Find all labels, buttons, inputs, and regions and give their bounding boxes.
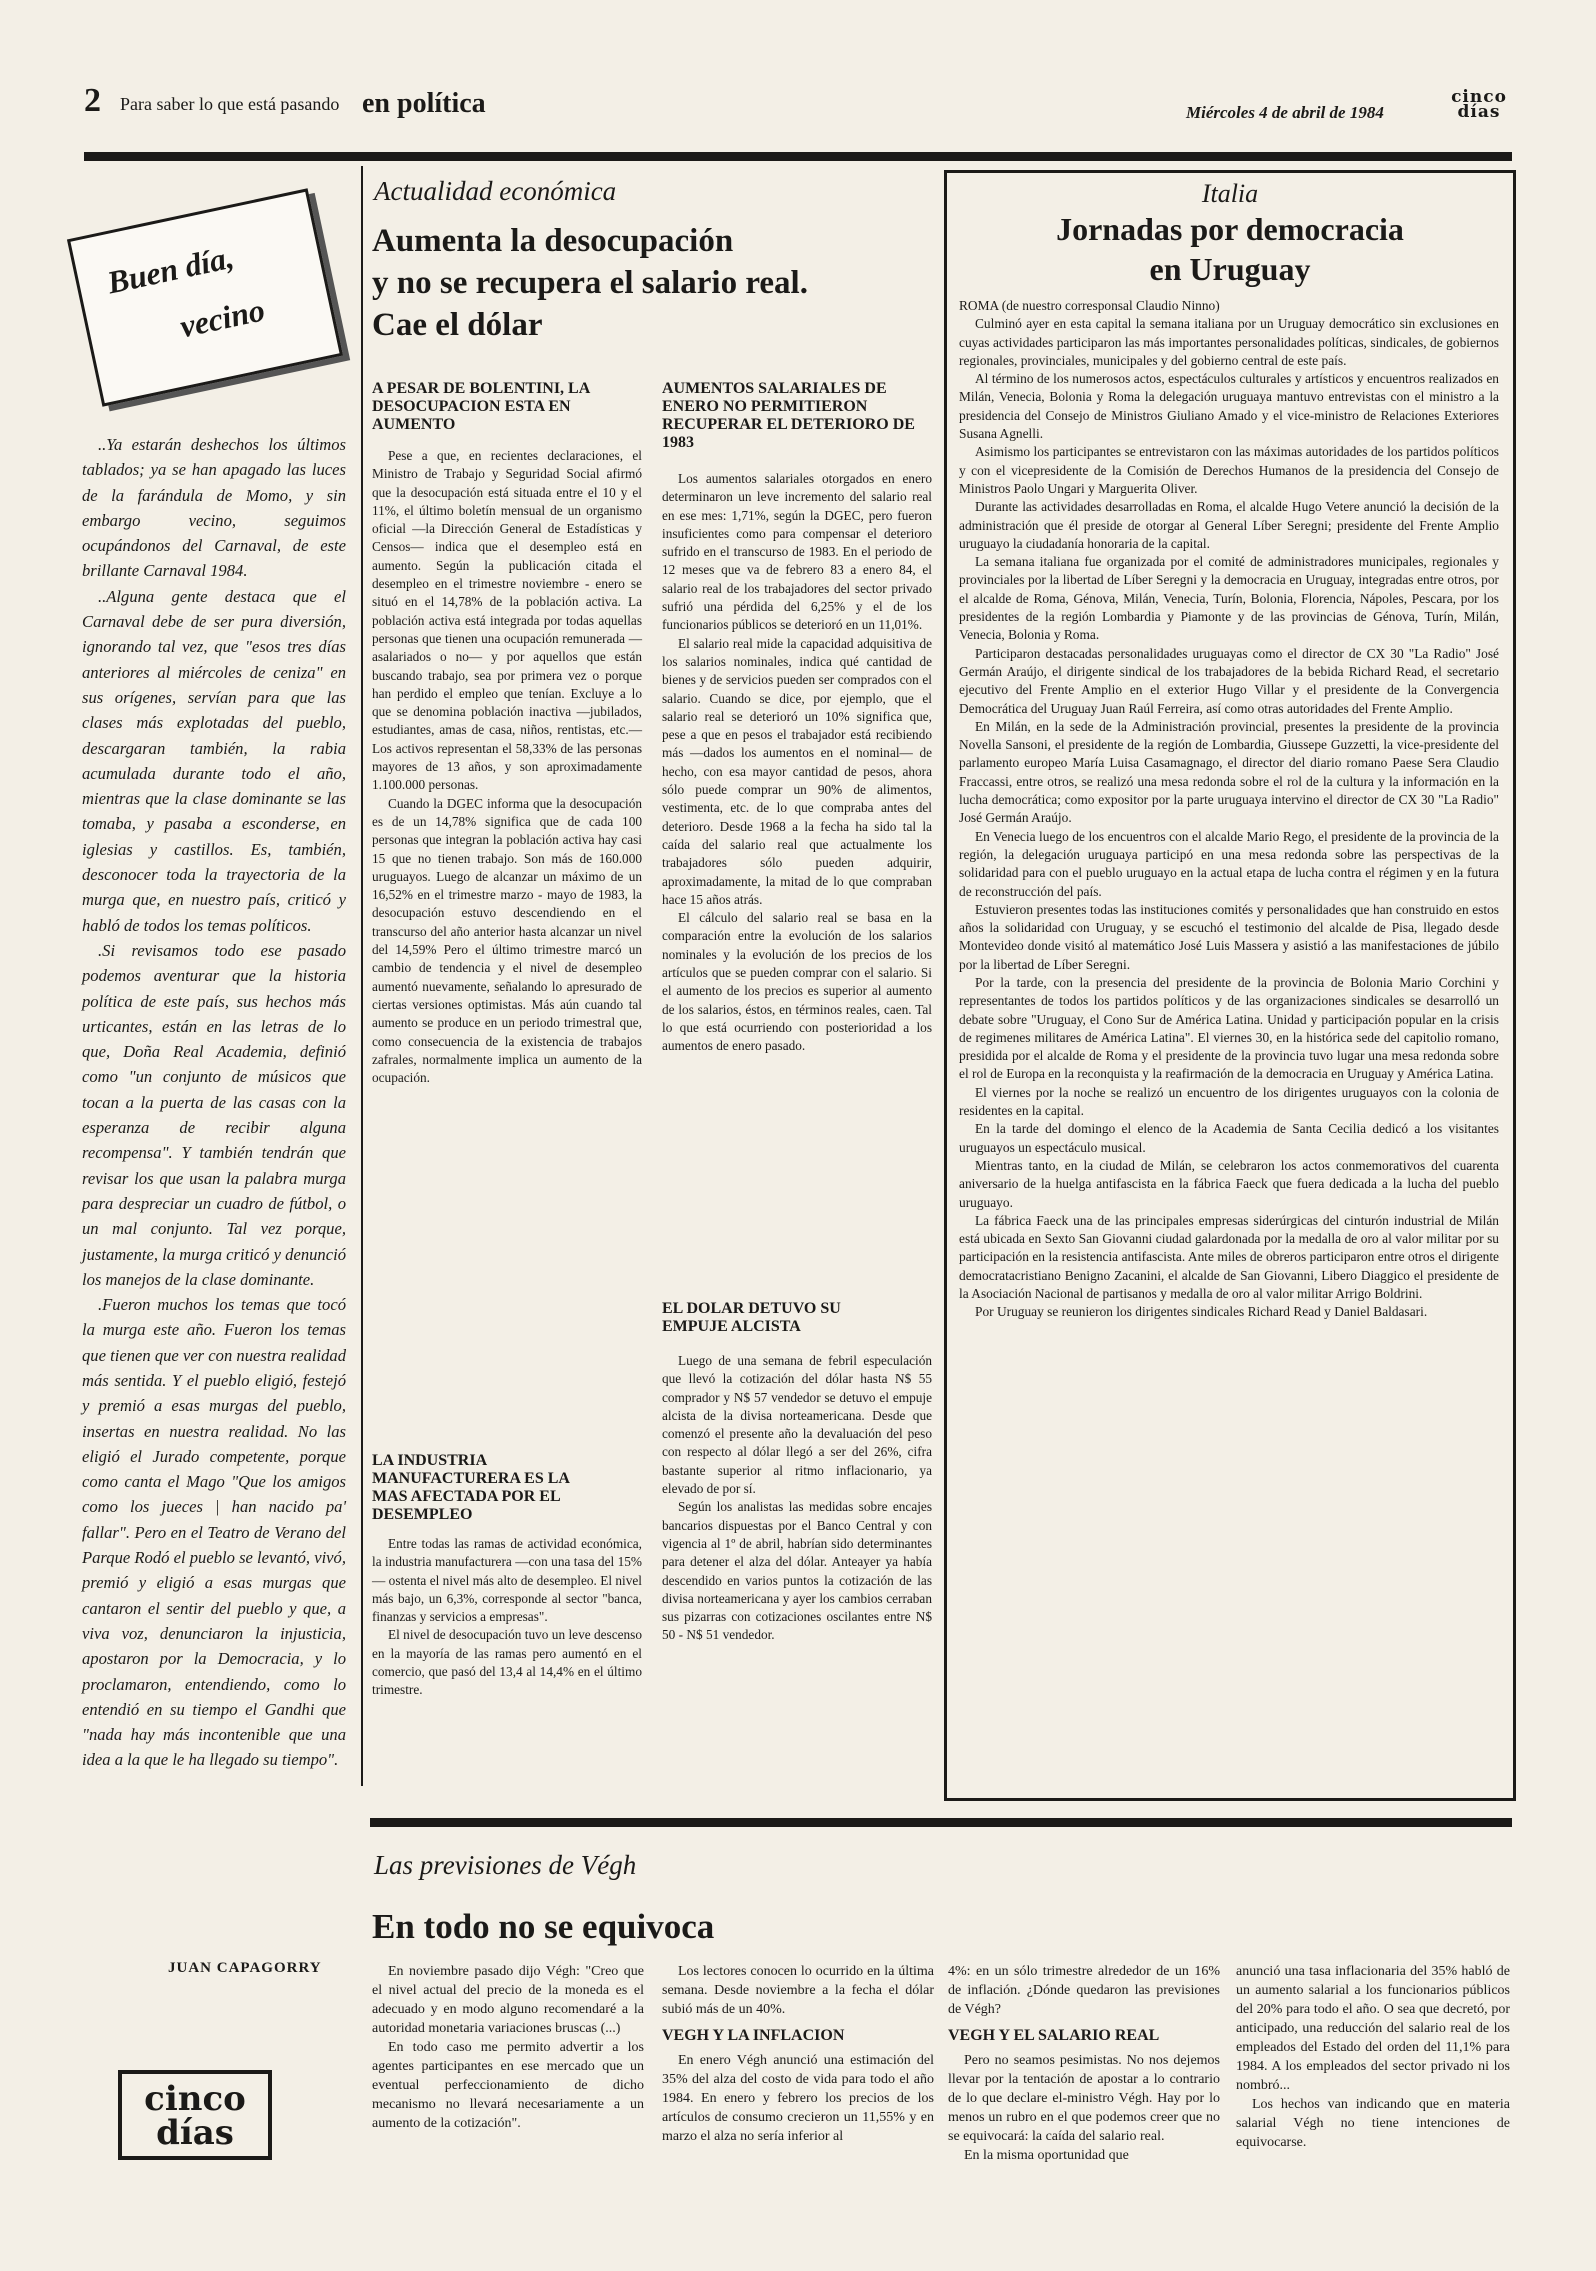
italia-body — [959, 297, 1499, 1322]
article-paragraph: En Venecia luego de los encuentros con el alcalde Mario Rego, el presidente de la provincia de la región, la delegación uruguaya participó en una mesa redonda sobre las perspectivas de la solidaridad para con el pueblo uruguayo en la actual etapa de lucha contra el régimen y en la futura de reconstrucción del país. — [959, 828, 1499, 899]
article-paragraph: La fábrica Faeck una de las principales empresas siderúrgicas del cinturón industrial de Milán está ubicada en Sexto San Giovanni ciudad galardonada por la medalla de oro al valor militar por su participación en la resistencia antifascista. Ante miles de obreros participaron entre otros el dirigente democratacristiano Benigno Zacanini, el alcalde de San Giovanni, Libero Diaggico el presidente de la Asociación Nacional de partisanos y medalla de oro al valor militar Arrigo Boldrini. — [959, 1212, 1499, 1302]
headline-line: Jornadas por democracia — [1056, 211, 1404, 247]
article-paragraph: Los hechos van indicando que en materia salarial Végh no tiene intenciones de equivocarse. — [1236, 2097, 1510, 2150]
article-paragraph: El viernes por la noche se realizó un encuentro de los dirigentes uruguayos con la colonia de residentes en la capital. — [959, 1084, 1499, 1119]
economy-subhead-salaries: AUMENTOS SALARIALES DE ENERO NO PERMITIERON RECUPERAR EL DETERIORO DE 1983 — [662, 380, 915, 451]
article-paragraph: En la misma oportunidad que — [964, 2148, 1129, 2163]
article-paragraph: Los aumentos salariales otorgados en enero determinaron un leve incremento del salario real en ese mes: 1,71%, según la DGEC, pero fueron insuficientes como para compensar el deterioro sufrido en el transcurso de 1983. En el periodo de 12 meses que va de febrero 83 a enero 84, el salario real de los trabajadores del sector privado sufrió una pérdida del 6,25% y el de los funcionarios públicos se deterioró en un 11,01%. — [662, 471, 932, 633]
article-paragraph: Estuvieron presentes todas las instituciones comités y personalidades que han construido en estos años la solidaridad con Uruguay, y se escuchó el testimonio del alcalde de Pisa, llegado desde Montevideo donde visitó al matemático José Luis Massera y asistió a las manifestaciones de júbilo por la libertad de Líber Seregni. — [959, 901, 1499, 972]
article-paragraph: Al término de los numerosos actos, espectáculos culturales y artísticos y encuentros realizados en Milán, Venecia, Bolonia y Roma la delegación uruguaya mantuvo entrevistas con el ministro a la presidencia del Consejo de Ministros Giuliano Amado y el vice-ministro de Relaciones Exteriores Susana Agnelli. — [959, 371, 1499, 442]
economy-column-2 — [662, 470, 932, 1056]
article-paragraph: La semana italiana fue organizada por el comité de administradores municipales, regionales y provinciales por la libertad de Líber Seregni y la democracia en Uruguay, integradas entre otros, por el alcalde de Roma, Génova, Milán, Venecia, Turín, Bolonia, Florencia, Nápoles, Pescara, por los presidentes de la región Lombardia y Piamonte y de las provincias de Génova, Turín, Milán, Venecia, Bolonia y Roma. — [959, 554, 1499, 643]
article-paragraph: Por Uruguay se reunieron los dirigentes sindicales Richard Read y Daniel Baldasari. — [975, 1304, 1428, 1320]
buen-dia-column — [82, 432, 346, 1962]
article-paragraph: Cuando la DGEC informa que la desocupación es de un 14,78% significa que de cada 100 personas que integran la población activa hay casi 15 que no tienen trabajo. Son más de 160.000 uruguayos. Luego de alcanzar un máximo de un 16,52% en el trimestre marzo - mayo de 1983, la desocupación estuvo descendiendo en el transcurso del año anterior hasta alcanzar un nivel del 14,59% Pero el último trimestre marcó un cambio de tendencia y el nivel de desempleo aumentó nuevamente, señalando lo apresurado de ciertas versiones optimistas. Más aún cuando tal aumento se produce en un periodo trimestral que, como consecuencia de la existencia de trabajos zafrales, normalmente implica un aumento de la ocupación. — [372, 795, 642, 1086]
economy-column-1 — [372, 447, 642, 1087]
masthead-logo: cinco días — [1451, 87, 1507, 122]
article-paragraph: Durante las actividades desarrolladas en Roma, el alcalde Hugo Vetere anunció la decisión de la administración que él preside de otorgar al General Líber Seregni; presidente del Frente Amplio uruguayo la ciudadanía honoraria de la capital. — [959, 499, 1499, 551]
badge-line-2: vecino — [176, 291, 268, 345]
article-paragraph: El salario real mide la capacidad adquisitiva de los salarios nominales, indica qué cantidad de bienes y de servicios pueden ser comprados con el salario. Cuando se dice, por ejemplo, que el salario real se deterioró un 10% significa que, pese a que en pesos el trabajador está recibiendo más —dados los aumentos en el nominal— de hecho, con esa mayor cantidad de pesos, ahora sólo puede comprar un 90% de alimentos, vestimenta, etc. de lo que compraba antes del deterioro. Desde 1968 a la fecha ha sido tal la caída del salario real que actualmente los trabajadores sólo pueden adquirir, aproximadamente, la mitad de lo que compraban hace 15 años atrás. — [662, 635, 932, 907]
italia-headline — [947, 209, 1513, 289]
vegh-headline: En todo no se equivoca — [372, 1907, 715, 1946]
italia-article-box — [944, 170, 1516, 1801]
article-paragraph: En la tarde del domingo el elenco de la Academia de Santa Cecilia dedicó a los visitantes uruguayos un espectáculo musical. — [959, 1121, 1499, 1155]
article-paragraph: Por la tarde, con la presencia del presidente de la provincia de Bolonia Mario Corchini y representantes de todos los partidos políticos y de las organizaciones sindicales se desarrolló un debate sobre "Uruguay, el Cono Sur de América Latina. Unidad y participación popular en la crisis de regimenes militares de América Latina". El viernes 30, en la histórica sede del capitolio romano, presidida por el alcalde de Roma y el presidente de la provincia tuvo lugar una mesa redonda sobre el rol de Europa en la reconquista y la reafirmación de la democracia en Uruguay y América Latina. — [959, 974, 1499, 1082]
vegh-column-1 — [372, 1962, 644, 2133]
economy-subhead-unemployment: A PESAR DE BOLENTINI, LA DESOCUPACION ESTA EN AUMENTO — [372, 380, 590, 433]
article-paragraph: Pese a que, en recientes declaraciones, el Ministro de Trabajo y Seguridad Social afirmó que la desocupación está situada entre el 10 y el 11%, el último boletín mensual de un organismo oficial —la Dirección General de Estadísticas y Censos— indica que el desempleo está en aumento. Según la publicación citada el desempleo en el trimestre noviembre - enero se situó en el 14,78% de la población activa. La población activa está integrada por todas aquellas personas que tienen una ocupación remunerada — asalariados o no— y por aquellos que están buscando trabajo, sea por primera vez o porque han perdido el empleo que tenían. Excluye a lo que se denomina población inactiva —jubilados, estudiantes, amas de casa, niños, rentistas, etc.— Los activos representan el 58,33% de las personas mayores de 13 años, y son aproximadamente 1.100.000 personas. — [372, 448, 642, 793]
article-paragraph: Asimismo los participantes se entrevistaron con las máximas autoridades de los partidos políticos y con el vicepresidente de la Comisión de Derechos Humanos de la presidencia del Consejo de Ministros Paolo Ungari y Marguerita Oliver. — [959, 444, 1499, 496]
vegh-column-4 — [1236, 1962, 1510, 2152]
article-paragraph: Culminó ayer en esta capital la semana italiana por un Uruguay democrático sin exclusiones en cuyas actividades participaron las más importantes personalidades políticas, sindicales, de gobiernos regionales, provinciales, municipales y del gobierno central de este país. — [959, 316, 1499, 368]
article-paragraph: anunció una tasa inflacionaria del 35% habló de un aumento salarial a los funcionarios públicos del 20% para todo el año. O sea que decretó, por anticipado, una reducción del salario real de los empleados del Estado del orden del 11,1% para 1984. A los empleados del sector privado ni los nombró... — [1236, 1964, 1510, 2093]
vegh-column-2 — [662, 1962, 934, 2146]
buen-dia-badge — [67, 188, 343, 406]
article-paragraph: Entre todas las ramas de actividad económica, la industria manufacturera —con una tasa del 15%— ostenta el nivel más alto de desempleo. El nivel más bajo, un 6,3%, corresponde al sector "banca, finanzas y servicios a empresas". — [372, 1536, 642, 1625]
column-paragraph: .Si revisamos todo ese pasado podemos aventurar que la historia política de este país, sus hechos más urticantes, están en las letras de lo que, Doña Real Academia, definió como "un conjunto de músicos que tocan a la puerta de las casas con la esperanza de recibir alguna recompensa". Y también tendrán que revisar los que usan la palabra murga para despreciar un cuadro de fútbol, o un mal conjunto. Tal vez porque, justamente, la murga criticó y denunció los manejos de la clase dominante. — [82, 940, 346, 1289]
economy-subhead-industry: LA INDUSTRIA MANUFACTURERA ES LA MAS AFECTADA POR EL DESEMPLEO — [372, 1452, 570, 1523]
column-divider — [361, 166, 363, 1786]
header-kicker: Para saber lo que está pasando — [120, 94, 340, 114]
article-paragraph: Pero no seamos pesimistas. No nos dejemos llevar por la tentación de apostar a lo contrario de lo que declare el-ministro Végh. Hay por lo menos un rubro en el que podemos creer que no se equivocará: la caída del salario real. — [948, 2053, 1220, 2144]
column-signature: JUAN CAPAGORRY — [168, 1960, 322, 1976]
issue-date: Miércoles 4 de abril de 1984 — [1186, 103, 1384, 122]
article-paragraph: Los lectores conocen lo ocurrido en la última semana. Desde noviembre a la fecha el dólar subió más de un 40%. — [662, 1964, 934, 2017]
article-paragraph: Según los analistas las medidas sobre encajes bancarios dispuestas por el Banco Central y con vigencia al 1º de abril, habrían sido determinantes para detener el alza del dólar. Anteayer ya había descendido en varios puntos la cotización de las divisa norteamericana y ayer los cambios cerraban sus pizarras con cotizaciones oscilantes entre N$ 50 - N$ 51 vendedor. — [662, 1499, 932, 1643]
headline-line: Aumenta la desocupación — [372, 223, 734, 259]
economy-headline — [372, 220, 932, 346]
article-paragraph: Luego de una semana de febril especulación que llevó la cotización del dólar hasta N$ 55 comprador y N$ 57 vendedor se detuvo el empuje alcista de la divisa norteamericana. Desde que comenzó el presente año la devaluación del peso con respecto al dólar llegó a ser del 26%, cifra bastante superior al ritmo inflacionario, ya elevado de por sí. — [662, 1353, 932, 1497]
economy-kicker: Actualidad económica — [374, 176, 617, 206]
headline-line: en Uruguay — [1149, 251, 1311, 287]
page-number: 2 — [84, 82, 101, 119]
column-paragraph: ..Ya estarán deshechos los últimos tablados; ya se han apagado las luces de la farándula de Momo, y sin embargo vecino, seguimos ocupándonos del Carnaval, de este brillante Carnaval 1984. — [82, 435, 346, 581]
italia-dateline: ROMA (de nuestro corresponsal Claudio Ninno) — [959, 298, 1220, 313]
bottom-section-rule — [370, 1818, 1512, 1827]
article-paragraph: El cálculo del salario real se basa en la comparación entre la evolución de los salarios nominales y la evolución de los precios de los artículos que se pueden comprar con el salario. Si el aumento de los precios es superior al aumento de los salarios, éstos, en términos reales, caen. Tal lo que está ocurriendo con posterioridad a los aumentos de enero pasado. — [662, 910, 932, 1054]
vegh-subhead-inflation: VEGH Y LA INFLACION — [662, 2027, 845, 2044]
article-paragraph: Participaron destacadas personalidades uruguayas como el director de CX 30 "La Radio" José Germán Araújo, el dirigente sindical de los trabajadores de la bebida Richard Read, el secretario ejecutivo del Frente Amplio en el exterior Hugo Villar y el presidente de la Convergencia Democrática del Uruguay Juan Raúl Ferreira, así como otras autoridades del Frente Amplio. — [959, 645, 1499, 716]
article-paragraph: En todo caso me permito advertir a los agentes participantes en ese mercado que un eventual perfeccionamiento de dicho mecanismo no llevará necesariamente a un aumento de la cotización". — [372, 2040, 644, 2131]
economy-column-1b — [372, 1535, 642, 1700]
headline-line: y no se recupera el salario real. — [372, 265, 808, 301]
economy-column-2b — [662, 1352, 932, 1645]
section-title: en política — [362, 88, 486, 119]
vegh-column-3 — [948, 1962, 1220, 2165]
vegh-subhead-salary: VEGH Y EL SALARIO REAL — [948, 2027, 1160, 2044]
column-paragraph: .Fueron muchos los temas que tocó la murga este año. Fueron los temas que tienen que ver con nuestra realidad más sentida. Y el pueblo eligió, festejó y premió a esas murgas del pueblo, insertas en nuestra realidad. No las eligió el Jurado competente, porque como canta el Mago "Que los amigos como los jueces | han nacido pa' fallar". Pero en el Teatro de Verano del Parque Rodó el pueblo se levantó, vivó, premió y eligió a esas murgas que cantaron el sentir del pueblo y que, a viva voz, denunciaron la injusticia, apostaron por la Democracia, y lo proclamaron, entendiendo, como lo entendió en su tiempo el Gandhi que "nada hay más incontenible que una idea a la que le ha llegado su tiempo". — [82, 1295, 346, 1770]
economy-subhead-dollar: EL DOLAR DETUVO SU EMPUJE ALCISTA — [662, 1300, 841, 1335]
article-paragraph: Mientras tanto, en la ciudad de Milán, se celebraron los actos conmemorativos del cuarenta aniversario de la huelga antifascista en la fábrica Faeck que fuera dedicada a la lucha del pueblo uruguayo. — [959, 1157, 1499, 1210]
cinco-dias-logo: cinco días — [118, 2070, 272, 2160]
article-paragraph: En noviembre pasado dijo Végh: "Creo que el nivel actual del precio de la moneda es el adecuado y en modo alguno recomendaré a la autoridad monetaria variaciones bruscas (...) — [372, 1964, 644, 2036]
column-paragraph: ..Alguna gente destaca que el Carnaval debe de ser pura diversión, ignorando tal vez, que "esos tres días anteriores al miércoles de ceniza" en sus orígenes, servían para que las clases más explotadas del pueblo, descargaran también, la rabia acumulada durante todo el año, mientras que la clase dominante se las tomaba, y pasaba a esconderse, en iglesias y castillos. Es, también, desconocer toda la trayectoria de la murga que, en nuestro país, criticó y habló de todos los temas políticos. — [82, 586, 346, 935]
headline-line: Cae el dólar — [372, 307, 543, 343]
article-paragraph: En enero Végh anunció una estimación del 35% del alza del costo de vida para todo el año 1984. En enero y febrero los precios de los artículos de consumo crecieron un 11,55% y en marzo el alza no sería inferior al — [662, 2053, 934, 2144]
italia-kicker: Italia — [1201, 179, 1259, 208]
article-paragraph: El nivel de desocupación tuvo un leve descenso en la mayoría de las ramas pero aumentó en el comercio, que pasó del 13,4 al 14,4% en el último trimestre. — [372, 1627, 642, 1698]
vegh-kicker: Las previsiones de Végh — [374, 1850, 637, 1880]
article-paragraph: 4%: en un sólo trimestre alrededor de un 16% de inflación. ¿Dónde quedaron las previsiones de Végh? — [948, 1964, 1220, 2017]
badge-line-1: Buen día, — [104, 238, 237, 301]
header-rule — [84, 152, 1512, 161]
article-paragraph: En Milán, en la sede de la Administración provincial, presentes la presidente de la provincia Novella Sansoni, el presidente de la región de Lombardia, Giussepe Guzzetti, la vice-presidente del parlamento europeo María Luisa Casamagnago, el director del diario romano Paese Sera Claudio Fraccassi, entre otros, se realizó una mesa redonda sobre el rol de la cultura y la información en la lucha democrática; como expositor por la parte uruguaya intervino el director de CX 30 "La Radio" José Germán Araújo. — [959, 718, 1499, 826]
